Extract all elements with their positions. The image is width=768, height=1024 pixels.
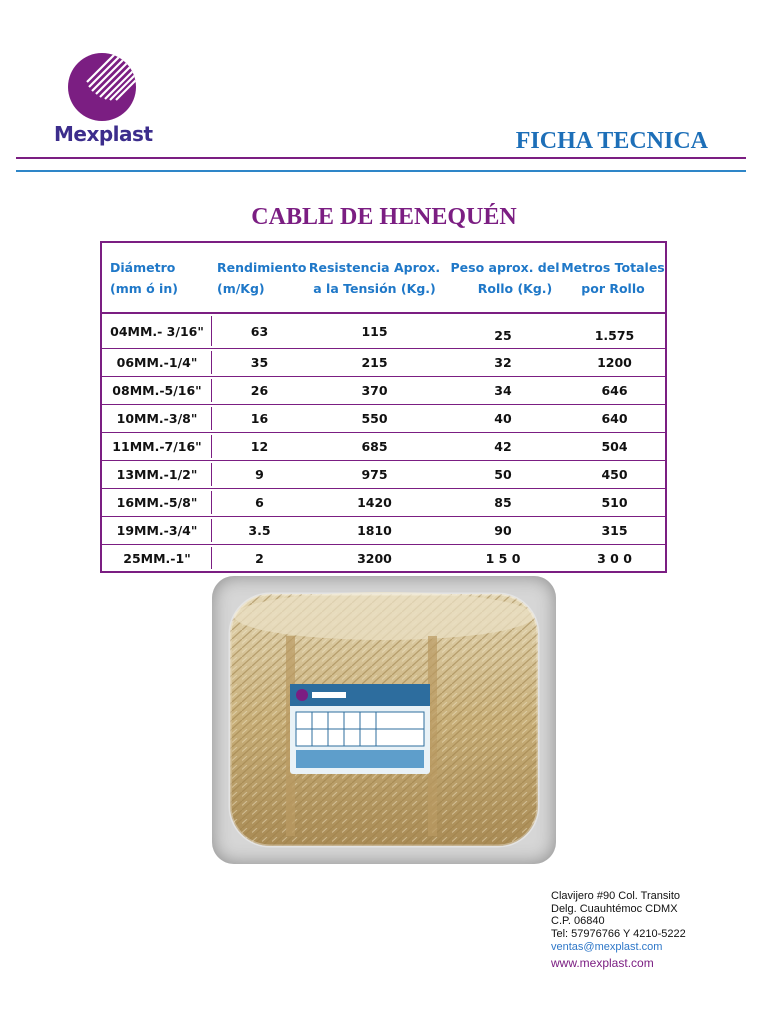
header-roll-weight: Peso aprox. del Rollo (Kg.) [450,260,560,296]
product-photo [212,576,556,864]
spec-table [100,241,667,573]
header-total-meters: Metros Totales por Rollo [561,260,665,296]
brand-logo [52,50,162,150]
mexplast-logo-icon [67,52,137,122]
document-title: CABLE DE HENEQUÉN [251,204,517,230]
table-row: 08MM.-5/16" 26 370 34 646 [102,376,665,404]
brand-name: Mexplast [54,122,153,146]
table-row: 16MM.-5/8" 6 1420 85 510 [102,488,665,516]
table-row: 11MM.-7/16" 12 685 42 504 [102,432,665,460]
header-yield: Rendimiento (m/Kg) [217,260,307,296]
table-row: 25MM.-1" 2 3200 1 5 0 3 0 0 [102,544,665,571]
website-link[interactable]: www.mexplast.com [551,955,654,970]
table-row: 04MM.- 3/16" 63 115 25 1.575 [102,314,665,348]
phone-number: Tel: 57976766 Y 4210-5222 [551,927,686,940]
rope-coil-icon [212,576,556,864]
header-divider-blue [16,170,746,172]
postal-code: C.P. 06840 [551,915,605,927]
header-tensile-strength: Resistencia Aprox. a la Tensión (Kg.) [308,260,441,296]
address-line-2: Delg. Cuauhtémoc CDMX [551,902,678,915]
header-diameter: Diámetro (mm ó in) [110,260,178,296]
address-line-1: Clavijero #90 Col. Transito [551,890,681,902]
table-row: 19MM.-3/4" 3.5 1810 90 315 [102,516,665,544]
email-link[interactable]: ventas@mexplast.com [551,941,663,953]
table-row: 10MM.-3/8" 16 550 40 640 [102,404,665,432]
table-row: 13MM.-1/2" 9 975 50 450 [102,460,665,488]
header-title: FICHA TECNICA [515,128,708,154]
table-row: 06MM.-1/4" 35 215 32 1200 [102,348,665,376]
header-divider-purple [16,157,746,159]
contact-info [551,890,686,969]
table-header [102,243,665,314]
